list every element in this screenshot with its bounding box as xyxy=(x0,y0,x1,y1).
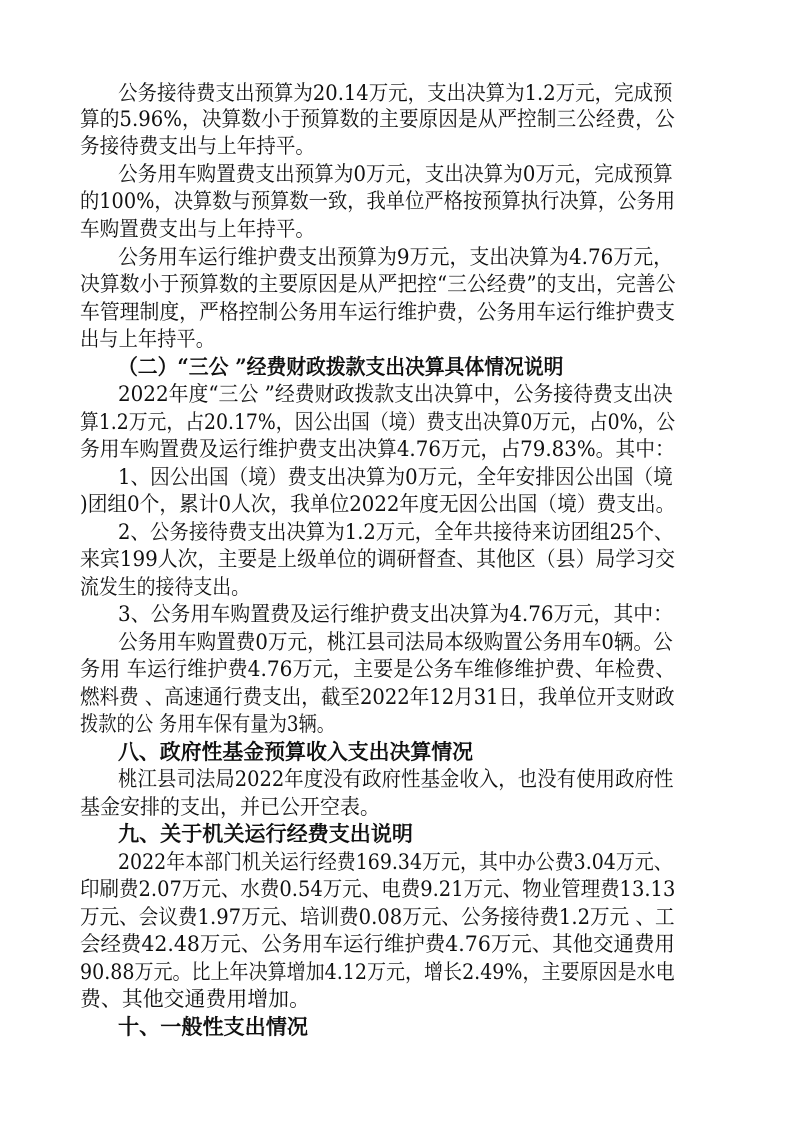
paragraph-line: 出与上年持平。 xyxy=(80,327,215,351)
paragraph-line: 算1.2万元，占20.17%，因公出国（境）费支出决算0万元，占0%，公 xyxy=(80,410,676,434)
paragraph-line: 3、公务用车购置费及运行维护费支出决算为4.76万元，其中： xyxy=(118,602,674,626)
paragraph-line: 来宾199人次，主要是上级单位的调研督查、其他区（县）局学习交 xyxy=(80,547,676,571)
section-heading: （二）“三公 ”经费财政拨款支出决算具体情况说明 xyxy=(118,354,564,379)
paragraph-line: 算的5.96%，决算数小于预算数的主要原因是从严控制三公经费，公 xyxy=(80,107,675,131)
paragraph-line: 90.88万元。比上年决算增加4.12万元，增长2.49%，主要原因是水电 xyxy=(80,960,675,984)
section-heading: 九、关于机关运行经费支出说明 xyxy=(118,821,413,846)
paragraph-line: 公务用车运行维护费支出预算为9万元，支出决算为4.76万元， xyxy=(118,245,674,269)
paragraph-line: 流发生的接待支出。 xyxy=(80,575,250,599)
paragraph-line: 2022年度“三公 ”经费财政拨款支出决算中，公务接待费支出决 xyxy=(118,382,673,406)
paragraph-line: 车购置费支出与上年持平。 xyxy=(80,217,315,241)
paragraph-line: 2022年本部门机关运行经费169.34万元，其中办公费3.04万元、 xyxy=(118,850,673,874)
paragraph-line: 公务用车购置费0万元，桃江县司法局本级购置公务用车0辆。公 xyxy=(118,630,673,654)
section-heading: 十、一般性支出情况 xyxy=(118,1014,308,1039)
paragraph-line: 务接待费支出与上年持平。 xyxy=(80,134,315,158)
paragraph-line: 基金安排的支出，并已公开空表。 xyxy=(80,795,380,819)
paragraph-line: 务用车购置费及运行维护费支出决算4.76万元，占79.83%。其中： xyxy=(80,437,675,461)
paragraph-line: 务用 车运行维护费4.76万元，主要是公务车维修维护费、年检费、 xyxy=(80,657,676,681)
paragraph-line: 公务用车购置费支出预算为0万元，支出决算为0万元，完成预算 xyxy=(118,162,673,186)
paragraph-line: 桃江县司法局2022年度没有政府性基金收入，也没有使用政府性 xyxy=(118,767,674,791)
paragraph-line: 万元、会议费1.97万元、培训费0.08万元、公务接待费1.2万元 、工 xyxy=(80,905,675,929)
paragraph-line: 决算数小于预算数的主要原因是从严把控“三公经费”的支出，完善公 xyxy=(80,272,676,296)
paragraph-line: 拨款的公 务用车保有量为3辆。 xyxy=(80,712,336,736)
paragraph-line: 的100%，决算数与预算数一致，我单位严格按预算执行决算，公务用 xyxy=(80,189,676,213)
paragraph-line: 印刷费2.07万元、水费0.54万元、电费9.21万元、物业管理费13.13 xyxy=(80,877,676,901)
paragraph-line: 公务接待费支出预算为20.14万元，支出决算为1.2万元，完成预 xyxy=(118,81,673,105)
paragraph-line: 1、因公出国（境）费支出决算为0万元，全年安排因公出国（境 xyxy=(118,465,673,489)
paragraph-line: 燃料费 、高速通行费支出，截至2022年12月31日，我单位开支财政 xyxy=(80,685,675,709)
paragraph-line: 会经费42.48万元、公务用车运行维护费4.76万元、其他交通费用 xyxy=(80,932,675,956)
paragraph-line: )团组0个，累计0人次，我单位2022年度无因公出国（境）费支出。 xyxy=(80,492,676,516)
paragraph-line: 费、其他交通费用增加。 xyxy=(80,987,310,1011)
paragraph-line: 车管理制度，严格控制公务用车运行维护费，公务用车运行维护费支 xyxy=(80,300,675,324)
section-heading: 八、政府性基金预算收入支出决算情况 xyxy=(118,739,473,764)
paragraph-line: 2、公务接待费支出决算为1.2万元，全年共接待来访团组25个、 xyxy=(118,520,674,544)
